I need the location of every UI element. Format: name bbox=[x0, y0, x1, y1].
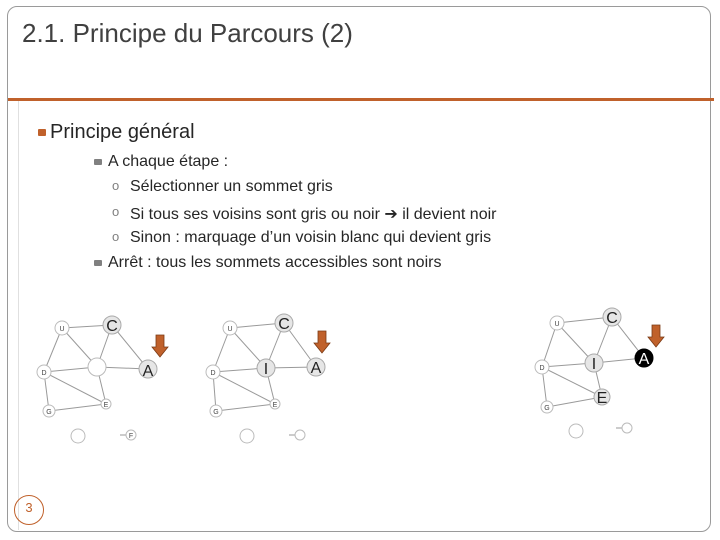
bullet-sinon-text: Sinon : marquage d’un voisin blanc qui devient gris bbox=[130, 229, 492, 246]
sub-bullet-marker: o bbox=[112, 229, 120, 244]
node-d-label: D bbox=[210, 370, 216, 377]
slide-left-rule bbox=[18, 100, 19, 530]
node-d-label: D bbox=[539, 365, 545, 372]
bullet-si-tous bbox=[112, 204, 497, 224]
node-i bbox=[88, 358, 106, 376]
bullet-sinon bbox=[112, 229, 492, 247]
graph-step-1 bbox=[32, 305, 182, 450]
node-e-label: E bbox=[272, 402, 278, 409]
node-f bbox=[622, 423, 632, 433]
bullet-arret bbox=[108, 254, 441, 272]
right-arrow-icon: ➔ bbox=[384, 206, 398, 223]
node-a-label: A bbox=[310, 360, 322, 377]
bullet-selectionner bbox=[112, 178, 333, 196]
slide-title: 2.1. Principe du Parcours (2) bbox=[22, 18, 353, 48]
down-arrow-icon bbox=[152, 335, 168, 357]
graph-step-2 bbox=[200, 305, 350, 450]
bullet-marker bbox=[38, 129, 46, 136]
title-underline bbox=[8, 98, 714, 101]
node-u-label: U bbox=[59, 326, 65, 333]
bullet-chaque-etape bbox=[108, 153, 228, 171]
sub-bullet-marker: o bbox=[112, 178, 120, 193]
node-c-label: C bbox=[278, 316, 290, 333]
node-e-label: E bbox=[103, 402, 109, 409]
node-g-label: G bbox=[544, 405, 550, 412]
node-g-label: G bbox=[213, 409, 219, 416]
node-isolated bbox=[569, 424, 583, 438]
node-i-label: I bbox=[591, 356, 597, 373]
bullet-principe-general bbox=[50, 121, 195, 144]
bullet-devient-noir-text: il devient noir bbox=[402, 206, 497, 223]
bullet-principe-general-text: Principe général bbox=[50, 121, 195, 143]
bullet-si-tous-text: Si tous ses voisins sont gris ou noir bbox=[130, 206, 380, 223]
node-u-label: U bbox=[554, 321, 560, 328]
bullet-arret-text: Arrêt : tous les sommets accessibles sont noirs bbox=[108, 254, 442, 271]
graph-step-3 bbox=[530, 305, 680, 450]
node-c-label: C bbox=[606, 310, 618, 327]
node-i-label: I bbox=[263, 361, 269, 378]
bullet-selectionner-text: Sélectionner un sommet gris bbox=[130, 178, 333, 195]
node-a-label: A bbox=[142, 363, 154, 380]
node-u-label: U bbox=[227, 326, 233, 333]
node-d-label: D bbox=[41, 370, 47, 377]
node-isolated bbox=[240, 429, 254, 443]
bullet-marker bbox=[94, 260, 102, 266]
node-f-label: F bbox=[128, 433, 134, 440]
bullet-chaque-etape-text: A chaque étape : bbox=[108, 153, 229, 170]
down-arrow-icon bbox=[648, 325, 664, 347]
node-g-label: G bbox=[46, 409, 52, 416]
down-arrow-icon bbox=[314, 331, 330, 353]
node-e-label: E bbox=[596, 390, 608, 407]
node-a-label: A bbox=[638, 351, 650, 368]
node-f bbox=[295, 430, 305, 440]
page-number: 3 bbox=[25, 500, 33, 515]
sub-bullet-marker: o bbox=[112, 204, 120, 219]
node-c-label: C bbox=[106, 318, 118, 335]
bullet-marker bbox=[94, 159, 102, 165]
node-isolated bbox=[71, 429, 85, 443]
